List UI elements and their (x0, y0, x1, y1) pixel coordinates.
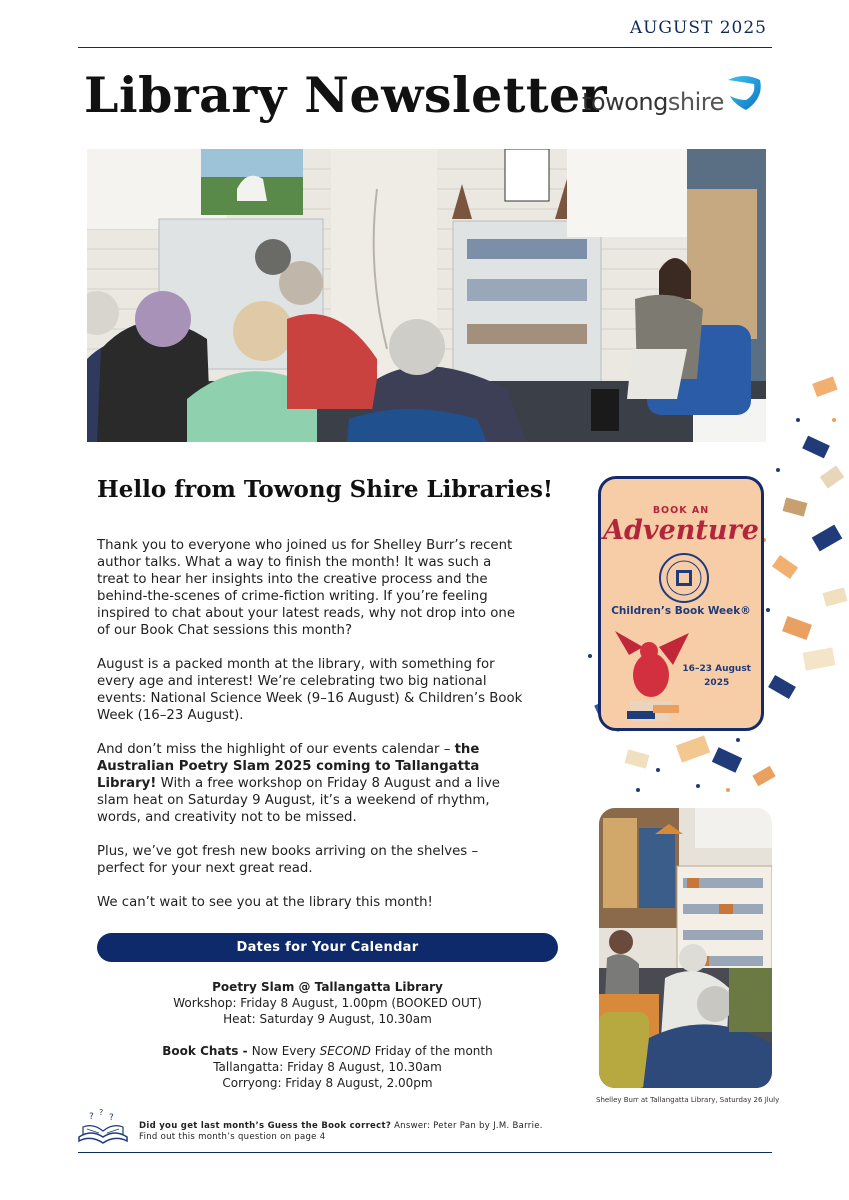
book-chats-line (97, 1043, 558, 1059)
logo-word-towong: towong (582, 88, 668, 116)
book-chat-corryong: Corryong: Friday 8 August, 2.00pm (222, 1076, 433, 1090)
intro-paragraph-2: August is a packed month at the library, with something for every age and interest! We’re celebrating two big national events: National Science Week (9–16 August) & Children’s Book Week (16–23 August). (97, 657, 523, 723)
intro-paragraph-1: Thank you to everyone who joined us for Shelley Burr’s recent author talks. What a way to finish the month! It was such a treat to hear her insights into the creative process and the behind-the-scenes of crime-fiction writing. If you’re feeling inspired to chat about your latest reads, why not drop into one of our Book Chat sessions this month? (97, 538, 516, 638)
header-divider (78, 47, 772, 48)
author-talk-photo (87, 149, 766, 442)
poster-year: 2025 (704, 678, 730, 688)
childrens-book-week-poster (598, 476, 764, 731)
svg-text:?: ? (99, 1108, 104, 1117)
highlight-suffix: With a free workshop on Friday 8 August and a live slam heat on Saturday 9 August, it’s a weekend of rhythm, words, and creativity not to be missed. (97, 776, 500, 825)
calendar-events (97, 979, 558, 1091)
dragon-reading-icon (609, 625, 693, 725)
highlight-bold: the Australian Poetry Slam 2025 coming to Tallangatta Library! (97, 742, 480, 791)
intro-body (97, 537, 527, 928)
poster-adventure: Adventure (603, 515, 759, 546)
intro-paragraph-3 (97, 741, 527, 826)
logo-wordmark (582, 88, 724, 116)
book-chats-emphasis: SECOND (319, 1044, 371, 1058)
author-talk-illustration (87, 149, 766, 442)
shelley-burr-photo (599, 808, 772, 1088)
guess-the-book-line (139, 1121, 543, 1132)
intro-paragraph-5: We can’t wait to see you at the library this month! (97, 895, 433, 910)
book-chats-pre: Now Every (251, 1044, 320, 1058)
guess-question: Did you get last month’s Guess the Book correct? (139, 1121, 392, 1131)
poster-dates (682, 662, 751, 690)
greeting-heading: Hello from Towong Shire Libraries! (97, 476, 554, 503)
guess-next-question: Find out this month’s question on page 4 (139, 1132, 326, 1142)
poster-date-range: 16–23 August (682, 664, 751, 674)
svg-text:?: ? (89, 1112, 94, 1122)
poster-book-an: BOOK AN (652, 505, 710, 516)
book-chats-post: Friday of the month (370, 1044, 493, 1058)
poetry-workshop: Workshop: Friday 8 August, 1.00pm (BOOKED OUT) (173, 996, 482, 1010)
towong-shire-logo (582, 74, 772, 128)
intro-paragraph-4: Plus, we’ve got fresh new books arriving on the shelves – perfect for your next great read. (97, 844, 479, 876)
poetry-slam-title-text: Poetry Slam @ Tallangatta Library (212, 980, 443, 994)
highlight-prefix: And don’t miss the highlight of our events calendar – (97, 742, 455, 757)
poetry-heat: Heat: Saturday 9 August, 10.30am (223, 1012, 432, 1026)
open-book-question-icon (77, 1107, 129, 1145)
poster-seal-icon (659, 553, 709, 603)
footer-divider (78, 1152, 772, 1153)
logo-mark-icon (724, 74, 764, 114)
poetry-slam-title (97, 979, 558, 995)
library-talk-illustration (599, 808, 772, 1088)
guess-answer: Answer: Peter Pan by J.M. Barrie. (391, 1121, 543, 1131)
guess-the-book-note (139, 1121, 543, 1143)
logo-word-shire: shire (667, 88, 724, 116)
poster-event-name: Children’s Book Week® (611, 605, 751, 617)
book-chats-title: Book Chats - (162, 1044, 252, 1058)
svg-text:?: ? (109, 1113, 114, 1123)
book-chat-tallangatta: Tallangatta: Friday 8 August, 10.30am (213, 1060, 442, 1074)
newsletter-title: Library Newsletter (84, 66, 608, 124)
photo-caption: Shelley Burr at Tallangatta Library, Saturday 26 Jluly (596, 1096, 780, 1104)
calendar-heading-bar: Dates for Your Calendar (97, 933, 558, 962)
issue-date: AUGUST 2025 (629, 18, 767, 38)
